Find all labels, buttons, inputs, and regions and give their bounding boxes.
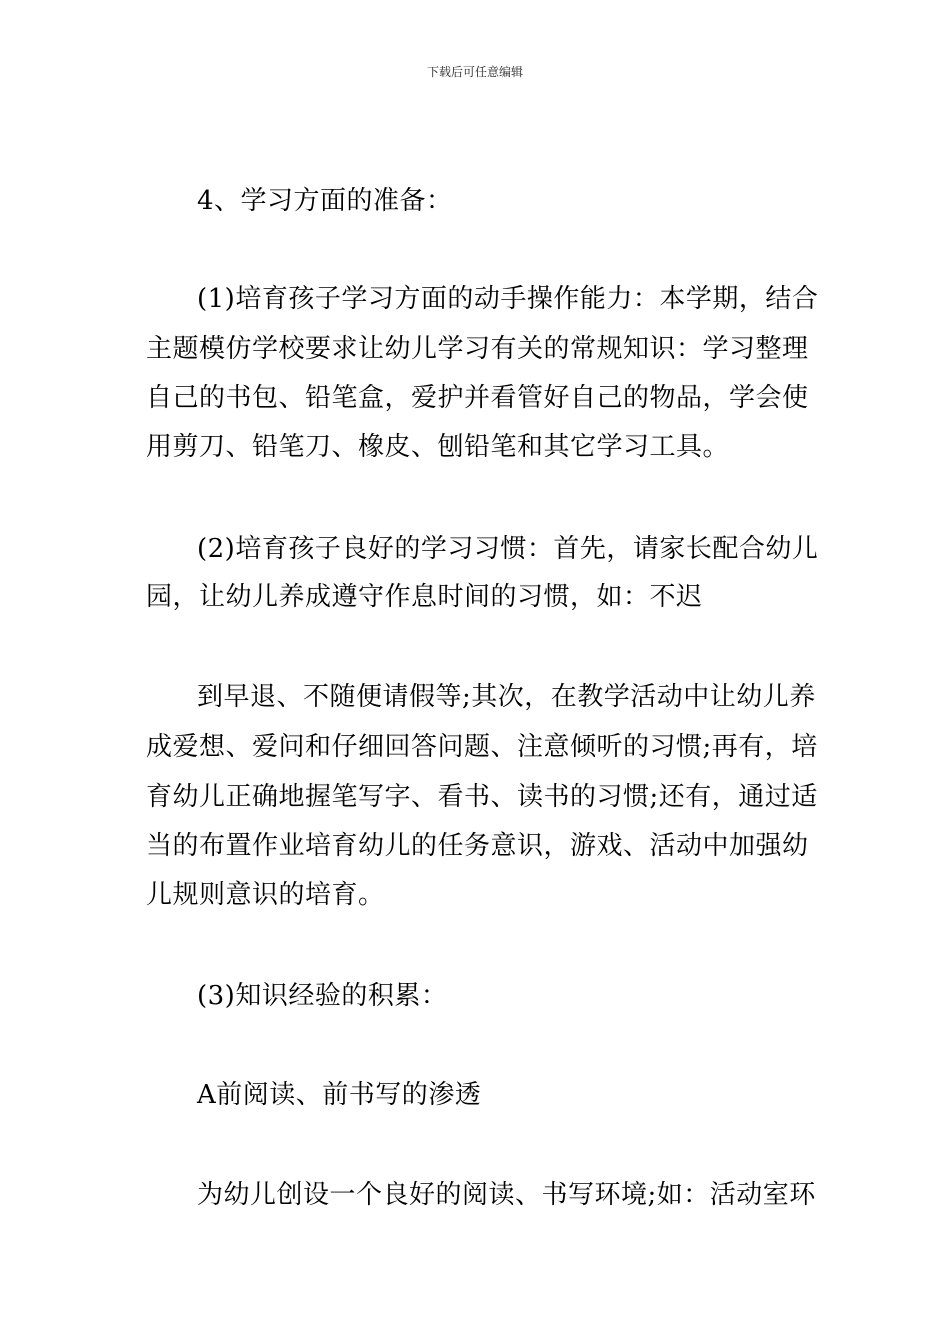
section-title: 4、学习方面的准备： (197, 186, 453, 216)
paragraph-line: (1)培育孩子学习方面的动手操作能力：本学期，结合 (197, 284, 819, 314)
paragraph-5: A前阅读、前书写的渗透 (197, 1080, 482, 1110)
paragraph-line: 主题模仿学校要求让幼儿学习有关的常规知识：学习整理 (146, 334, 809, 364)
paragraph-4: (3)知识经验的积累： (197, 981, 448, 1011)
paragraph-line: 到早退、不随便请假等;其次，在教学活动中让幼儿养 (197, 682, 816, 712)
paragraph-line: 成爱想、爱问和仔细回答问题、注意倾听的习惯;再有，培 (146, 732, 818, 762)
paragraph-line: 当的布置作业培育幼儿的任务意识，游戏、活动中加强幼 (146, 831, 809, 861)
paragraph-line: (2)培育孩子良好的学习习惯：首先，请家长配合幼儿 (197, 534, 819, 564)
paragraph-line: 自己的书包、铅笔盒，爱护并看管好自己的物品，学会使 (146, 383, 809, 413)
page-header: 下载后可任意编辑 (426, 65, 523, 79)
paragraph-line: 儿规则意识的培育。 (146, 880, 385, 910)
paragraph-line: 用剪刀、铅笔刀、橡皮、刨铅笔和其它学习工具。 (146, 432, 730, 462)
paragraph-line: 园，让幼儿养成遵守作息时间的习惯，如：不迟 (146, 582, 703, 612)
paragraph-6: 为幼儿创设一个良好的阅读、书写环境;如：活动室环 (197, 1180, 816, 1210)
paragraph-line: 育幼儿正确地握笔写字、看书、读书的习惯;还有，通过适 (146, 782, 818, 812)
